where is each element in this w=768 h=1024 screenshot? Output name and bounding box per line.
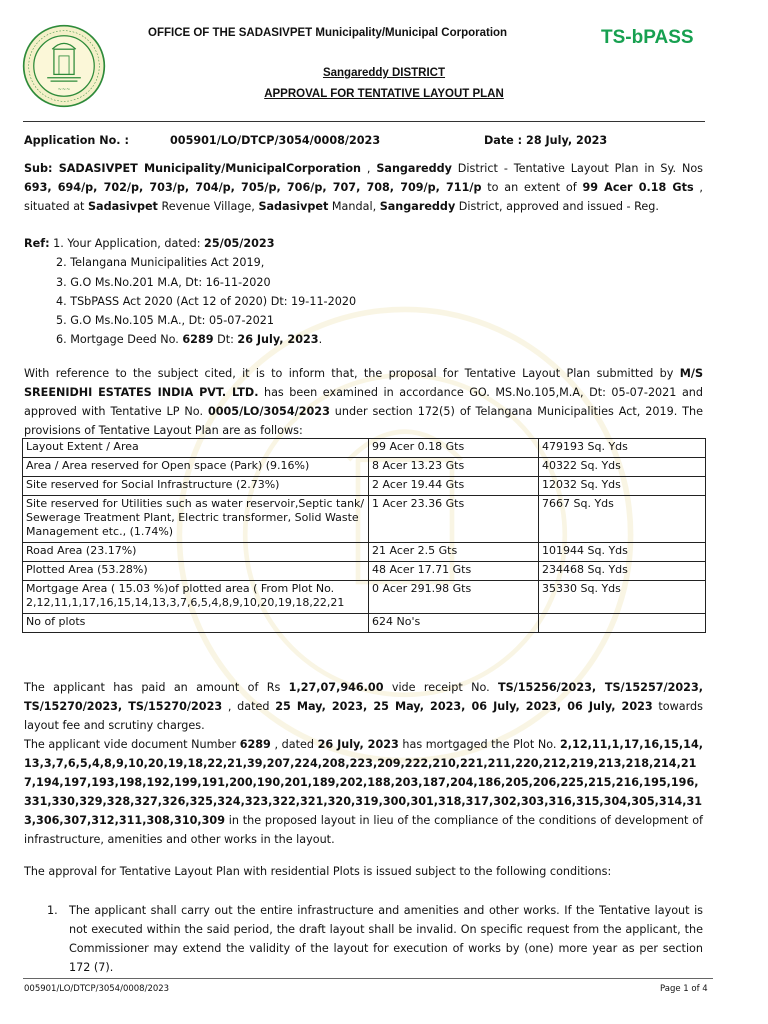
district-heading: Sangareddy DISTRICT — [322, 67, 446, 79]
cell-acres: 8 Acer 13.23 Gts — [369, 458, 539, 477]
intro-paragraph: With reference to the subject cited, it is to inform that, the proposal for Tentative Layout Plan submitted by M/S SREENIDHI ESTATES INDIA PVT. LTD. has been examined in accordance GO. MS.No.105,M.A, Dt: 05-07-2021 and approved with Tentative LP No. 0005/LO/3054/2023 under section 172(5) of Telangana Municipalities Act, 2019. The provisions of Tentative Layout Plan are as follows: — [24, 367, 703, 437]
application-label: Application No. : — [24, 134, 129, 147]
condition-item — [47, 901, 703, 977]
table-row — [23, 439, 706, 458]
table-row — [23, 543, 706, 562]
table-row — [23, 477, 706, 496]
cell-item: Area / Area reserved for Open space (Park) (9.16%) — [23, 458, 369, 477]
office-heading: OFFICE OF THE SADASIVPET Municipality/Municipal Corporation — [148, 27, 508, 39]
conditions-intro: The approval for Tentative Layout Plan with residential Plots is issued subject to the following conditions: — [24, 865, 612, 878]
reference-item: 4. TSbPASS Act 2020 (Act 12 of 2020) Dt: 19-11-2020 — [56, 294, 357, 308]
reference-item: 6. Mortgage Deed No. 6289 Dt: 26 July, 2023. — [56, 333, 323, 347]
cell-item: Road Area (23.17%) — [23, 543, 369, 562]
cell-item: Plotted Area (53.28%) — [23, 562, 369, 581]
provisions-table — [22, 438, 706, 633]
cell-acres: 2 Acer 19.44 Gts — [369, 477, 539, 496]
document-title: APPROVAL FOR TENTATIVE LAYOUT PLAN — [264, 88, 504, 100]
cell-item: Site reserved for Social Infrastructure (2.73%) — [23, 477, 369, 496]
cell-item: Site reserved for Utilities such as water reservoir,Septic tank/ Sewerage Treatment Plant, Electric transformer, Solid Waste Management etc., (1.74%) — [23, 496, 369, 543]
reference-item: Ref: 1. Your Application, dated: 25/05/2023 — [24, 237, 275, 250]
table-row — [23, 581, 706, 614]
cell-item: Layout Extent / Area — [23, 439, 369, 458]
footer-divider — [23, 978, 713, 979]
subject-paragraph: Sub: SADASIVPET Municipality/MunicipalCorporation , Sangareddy District - Tentative Layout Plan in Sy. Nos 693, 694/p, 702/p, 703/p, 704/p, 705/p, 706/p, 707, 708, 709/p, 711/p to an extent of 99 Acer 0.18 Gts , situated at Sadasivpet Revenue Village, Sadasivpet Mandal, Sangareddy District, approved and issued - Reg. — [24, 162, 704, 213]
reference-item: 3. G.O Ms.No.201 M.A, Dt: 16-11-2020 — [56, 275, 271, 289]
cell-acres: 0 Acer 291.98 Gts — [369, 581, 539, 614]
svg-text:~~~: ~~~ — [57, 87, 71, 94]
cell-acres: 1 Acer 23.36 Gts — [369, 496, 539, 543]
cell-yards: 40322 Sq. Yds — [539, 458, 706, 477]
footer-reference: 005901/LO/DTCP/3054/0008/2023 — [24, 984, 170, 994]
reference-item: 2. Telangana Municipalities Act 2019, — [56, 256, 265, 270]
cell-yards: 12032 Sq. Yds — [539, 477, 706, 496]
table-row — [23, 496, 706, 543]
table-row — [23, 614, 706, 633]
reference-list — [24, 234, 356, 350]
table-row — [23, 562, 706, 581]
cell-yards: 234468 Sq. Yds — [539, 562, 706, 581]
application-number: 005901/LO/DTCP/3054/0008/2023 — [170, 134, 381, 147]
header-divider — [23, 121, 705, 122]
table-row — [23, 458, 706, 477]
condition-text: The applicant shall carry out the entire infrastructure and amenities and other works. If the Tentative layout is not executed within the said period, the draft layout shall be invalid. On specific request from the applicant, the Commissioner may extend the validity of the layout for execution of works by (one) more year as per section 172 (7). — [69, 904, 703, 974]
cell-yards: 101944 Sq. Yds — [539, 543, 706, 562]
cell-item: Mortgage Area ( 15.03 %)of plotted area ( From Plot No. 2,12,11,1,17,16,15,14,13,3,7,6,5,4,8,9,10,20,19,18,22,21 — [23, 581, 369, 614]
cell-yards: 7667 Sq. Yds — [539, 496, 706, 543]
cell-yards: 35330 Sq. Yds — [539, 581, 706, 614]
tsbpass-logo: TS-bPASS — [601, 27, 694, 48]
condition-number: 1. — [47, 904, 58, 917]
reference-item: 5. G.O Ms.No.105 M.A., Dt: 05-07-2021 — [56, 314, 275, 328]
cell-acres: 21 Acer 2.5 Gts — [369, 543, 539, 562]
application-date: Date : 28 July, 2023 — [484, 134, 608, 147]
cell-yards: 479193 Sq. Yds — [539, 439, 706, 458]
cell-acres: 624 No's — [369, 614, 539, 633]
cell-yards — [539, 614, 706, 633]
payment-paragraph: The applicant has paid an amount of Rs 1,27,07,946.00 vide receipt No. TS/15256/2023, TS/15257/2023, TS/15270/2023, TS/15270/2023 , dated 25 May, 2023, 25 May, 2023, 06 July, 2023, 06 July, 2023 towards layout fee and scrutiny charges. The applicant vide document Number 6289 , dated 26 July, 2023 has mortgaged the Plot No. 2,12,11,1,17,16,15,14,13,3,7,6,5,4,8,9,10,20,19,18,22,21,39,207,224,208,223,209,222,210,221,211,220,212,219,213,218,214,217,194,197,193,198,192,199,191,200,190,201,189,202,188,203,187,204,186,205,206,225,215,216,195,196,331,330,329,328,327,326,325,324,323,322,321,320,319,300,301,318,317,302,303,316,315,304,305,314,313,306,307,312,311,308,310,309 in the proposed layout in lieu of the compliance of the conditions of development of infrastructure, amenities and other works in the layout. — [24, 681, 703, 846]
cell-item: No of plots — [23, 614, 369, 633]
cell-acres: 99 Acer 0.18 Gts — [369, 439, 539, 458]
page-number: Page 1 of 4 — [660, 984, 708, 994]
cell-acres: 48 Acer 17.71 Gts — [369, 562, 539, 581]
application-line — [24, 134, 608, 147]
